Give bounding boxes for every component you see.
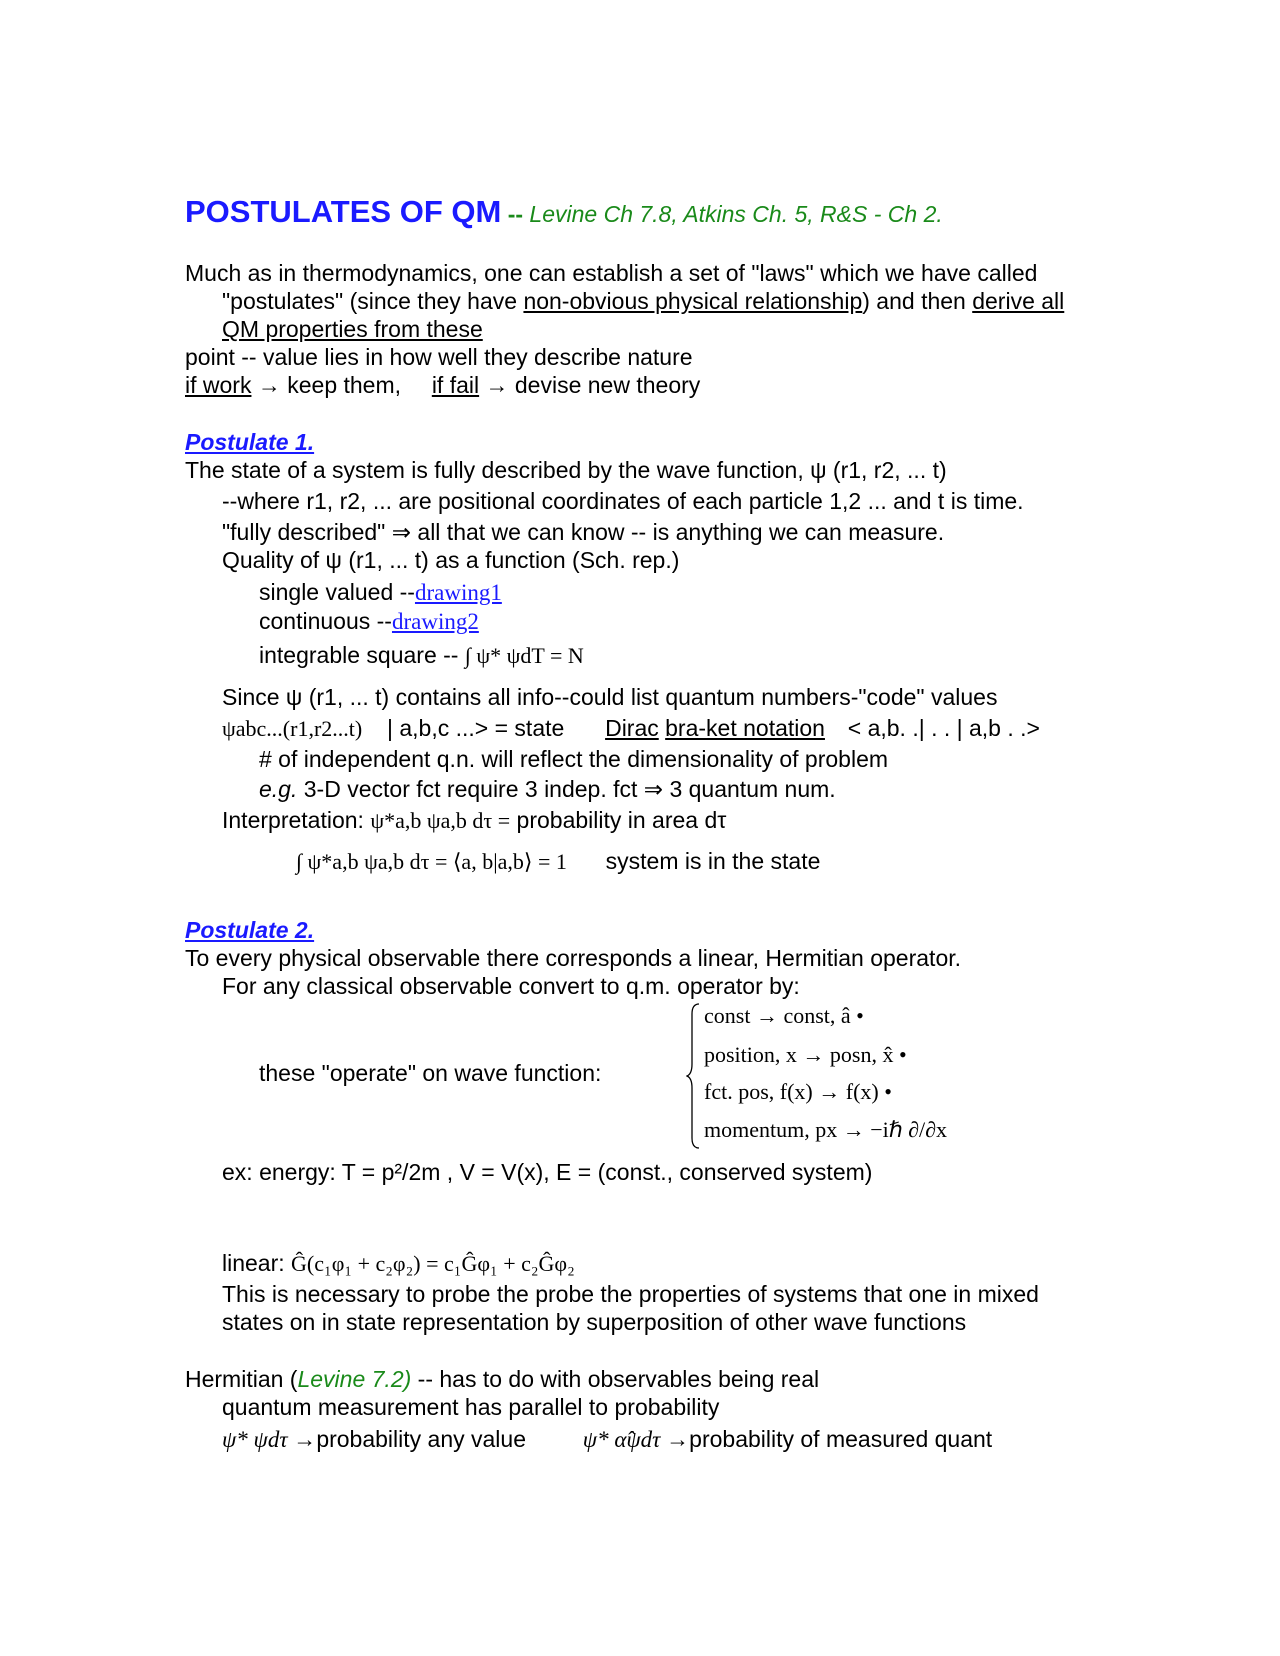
intro-text: "postulates" (since they have xyxy=(222,288,524,314)
hermitian-label: Hermitian ( xyxy=(185,1366,298,1392)
linear-equation: Ĝ(c₁φ₁ + c₂φ₂) = c₁Ĝφ₁ + c₂Ĝφ₂ xyxy=(291,1251,575,1276)
curly-brace xyxy=(686,1002,702,1150)
p1-line-3: "fully described" ⇒ all that we can know -- is anything we can measure. xyxy=(222,519,945,545)
p1-line-8: Since ψ (r1, ... t) contains all info--could list quantum numbers-"code" values xyxy=(222,684,998,710)
operator-const: const → const, â • xyxy=(704,1003,864,1028)
operator-position: position, x → posn, x̂ • xyxy=(704,1042,907,1067)
p1-line-4: Quality of ψ (r1, ... t) as a function (Sch. rep.) xyxy=(222,547,680,573)
p1-line-11 xyxy=(259,775,836,803)
p1-line-5 xyxy=(259,578,502,607)
state-ket: | a,b,c ...> = state xyxy=(387,715,565,741)
p1-line-7 xyxy=(259,641,584,670)
operator-function: fct. pos, f(x) → f(x) • xyxy=(704,1079,892,1104)
intro-line-3: QM properties from these xyxy=(222,316,483,342)
postulate-1-heading: Postulate 1. xyxy=(185,429,315,455)
intro-line-5 xyxy=(185,371,700,399)
bra-ket-example: < a,b. .| . . | a,b . .> xyxy=(847,715,1040,741)
p2-line-2: For any classical observable convert to q.m. operator by: xyxy=(222,973,800,999)
title-line xyxy=(185,192,943,234)
psi-abc-equation: ψabc...(r1,r2...t) xyxy=(222,716,363,741)
levine-ref: Levine 7.2) xyxy=(297,1366,412,1392)
eg-label: e.g. xyxy=(259,776,298,802)
bracket-equation: ∫ ψ*a,b ψa,b dτ = ⟨a, b|a,b⟩ = 1 xyxy=(296,849,567,874)
p1-line-6 xyxy=(259,607,479,636)
hermitian-line-3 xyxy=(222,1425,992,1454)
continuous: continuous -- xyxy=(259,608,392,634)
p2-line-3: these "operate" on wave function: xyxy=(259,1060,602,1086)
p1-line-12 xyxy=(222,806,726,835)
intro-line-2 xyxy=(222,287,1064,315)
intro-text: ) and then xyxy=(862,288,973,314)
interpretation-equation: ψ*a,b ψa,b dτ = xyxy=(370,808,511,833)
intro-underline: non-obvious physical relationship xyxy=(523,288,863,314)
title-dash: -- xyxy=(507,201,524,227)
bra-ket-label: bra-ket notation xyxy=(665,715,825,741)
probability-equation-1: ψ* ψdτ → xyxy=(222,1427,317,1452)
intro-line-1: Much as in thermodynamics, one can establish a set of "laws" which we have called xyxy=(185,260,1038,286)
eg-text: 3-D vector fct require 3 indep. fct ⇒ 3 quantum num. xyxy=(303,776,836,802)
integrable-square: integrable square -- xyxy=(259,642,459,668)
p1-line-9 xyxy=(222,714,1040,743)
if-fail: if fail xyxy=(431,372,480,398)
page-title: POSTULATES OF QM xyxy=(185,194,502,229)
hermitian-text: -- has to do with observables being real xyxy=(411,1366,820,1392)
devise-theory: → devise new theory xyxy=(479,372,701,398)
postulate-2-heading: Postulate 2. xyxy=(185,917,315,943)
probability-equation-2: ψ* α̂ψdτ → xyxy=(582,1427,690,1452)
p2-line-7: states on in state representation by superposition of other wave functions xyxy=(222,1309,967,1335)
p1-line-13 xyxy=(296,847,820,876)
intro-line-4: point -- value lies in how well they describe nature xyxy=(185,344,693,370)
single-valued: single valued -- xyxy=(259,579,415,605)
hermitian-line-1 xyxy=(185,1365,819,1393)
drawing1-link[interactable]: drawing1 xyxy=(414,580,502,605)
linear-label: linear: xyxy=(222,1250,285,1276)
normalization-equation: ∫ ψ* ψdT = N xyxy=(464,643,584,668)
keep-them: → keep them, xyxy=(251,372,402,398)
drawing2-link[interactable]: drawing2 xyxy=(391,609,479,634)
if-work: if work xyxy=(185,372,252,398)
p2-line-1: To every physical observable there corresponds a linear, Hermitian operator. xyxy=(185,945,962,971)
operator-momentum: momentum, px → −iℏ ∂/∂x xyxy=(704,1117,948,1142)
intro-underline: derive all xyxy=(972,288,1065,314)
p2-line-4: ex: energy: T = p²/2m , V = V(x), E = (const., conserved system) xyxy=(222,1159,873,1185)
p1-line-2: --where r1, r2, ... are positional coordinates of each particle 1,2 ... and t is time. xyxy=(222,488,1024,514)
probability-text-1: probability any value xyxy=(316,1426,526,1452)
p1-line-10: # of independent q.n. will reflect the dimensionality of problem xyxy=(259,746,889,772)
p2-line-5 xyxy=(222,1249,575,1278)
p2-line-6: This is necessary to probe the probe the properties of systems that one in mixed xyxy=(222,1281,1039,1307)
dirac-label: Dirac xyxy=(605,715,659,741)
system-state-text: system is in the state xyxy=(605,848,821,874)
p1-line-1: The state of a system is fully described by the wave function, ψ (r1, r2, ... t) xyxy=(185,457,947,483)
probability-text-2: probability of measured quant xyxy=(689,1426,993,1452)
hermitian-line-2: quantum measurement has parallel to probability xyxy=(222,1394,720,1420)
interpretation-text: probability in area dτ xyxy=(516,807,727,833)
interpretation-label: Interpretation: xyxy=(222,807,364,833)
title-references: Levine Ch 7.8, Atkins Ch. 5, R&S - Ch 2. xyxy=(529,201,943,227)
